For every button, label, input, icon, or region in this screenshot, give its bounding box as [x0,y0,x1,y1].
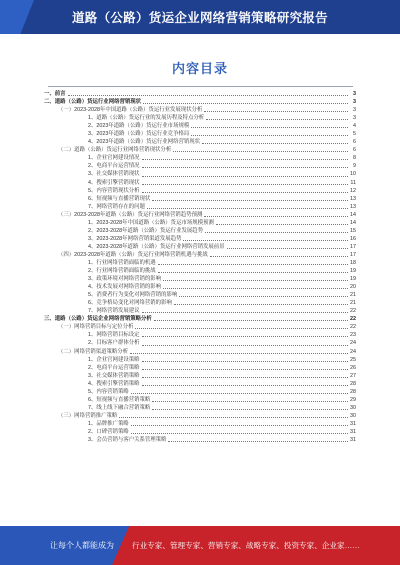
toc-leader-dots [131,392,348,394]
toc-entry-page-number: 17 [350,251,356,258]
toc-leader-dots [142,191,348,193]
toc-entry-title: 7、网络营销存在的问题 [88,203,145,210]
toc-entry-title: 7、线上线下融合营销策略 [88,404,151,411]
toc-entry-page-number: 14 [350,219,356,226]
toc-leader-dots [191,134,348,136]
toc-leader-dots [142,166,348,168]
toc-entry-page-number: 22 [350,324,356,331]
toc-leader-dots [142,335,348,337]
toc-entry-page-number: 22 [350,308,356,315]
toc-entry-page-number: 3 [353,99,356,106]
toc-leader-dots [202,142,348,144]
toc-entry-page-number: 28 [350,380,356,387]
toc-entry-title: 3、社交媒体营销策略 [88,372,140,379]
toc-entry-page-number: 31 [350,428,356,435]
toc-entry[interactable] [44,372,356,380]
toc-leader-dots [163,279,348,281]
toc-leader-dots [227,247,348,249]
toc-leader-dots [68,94,348,96]
toc-leader-dots [142,158,348,160]
toc-entry[interactable] [44,138,356,146]
toc-entry[interactable] [44,187,356,195]
page-footer [0,526,400,565]
table-of-contents [44,90,356,526]
toc-entry[interactable] [44,90,356,98]
toc-entry-title: （二）道路（公路）货运行业网络营销现状分析 [58,147,172,154]
toc-leader-dots [131,424,348,426]
toc-entry[interactable] [44,122,356,130]
toc-entry-title: 一、前言 [44,91,66,98]
toc-entry-page-number: 31 [350,420,356,427]
toc-entry[interactable] [44,323,356,331]
toc-heading: 内容目录 [171,61,228,76]
toc-leader-dots [147,207,348,209]
toc-entry[interactable] [44,348,356,356]
toc-entry-title: 4、搜索引擎营销现状 [88,179,140,186]
toc-entry[interactable] [44,412,356,420]
toc-entry[interactable] [44,162,356,170]
toc-leader-dots [163,287,348,289]
toc-divider [48,86,353,87]
toc-entry[interactable] [44,396,356,404]
toc-entry-title: 1、道路（公路）货运行业的发展历程及特点分析 [88,115,205,122]
toc-entry-title: 6、短视频与直播营销策略 [88,396,151,403]
toc-entry-page-number: 5 [353,131,356,138]
toc-entry-page-number: 6 [353,147,356,154]
toc-entry-page-number: 8 [353,155,356,162]
toc-entry[interactable] [44,275,356,283]
toc-leader-dots [210,255,348,257]
toc-entry-page-number: 20 [350,284,356,291]
toc-entry-page-number: 26 [350,364,356,371]
toc-entry-page-number: 6 [353,139,356,146]
toc-entry-title: 3、会员营销与客户关系管理策略 [88,437,167,444]
toc-leader-dots [179,295,348,297]
toc-entry[interactable] [44,98,356,106]
toc-leader-dots [135,327,348,329]
toc-entry[interactable] [44,219,356,227]
toc-entry[interactable] [44,235,356,243]
toc-leader-dots [173,150,348,152]
toc-entry-title: 5、消费者行为变化对网络营销的影响 [88,292,178,299]
toc-entry-title: 5、内容营销策略 [88,388,129,395]
toc-entry[interactable] [44,364,356,372]
toc-entry-title: 2、2023年道路（公路）货运行业市场规模 [88,123,190,130]
footer-slogan-right: 行业专家、管理专家、营销专家、战略专家、投资专家、企业家…… [132,541,360,550]
toc-entry[interactable] [44,420,356,428]
toc-entry[interactable] [44,195,356,203]
toc-entry-page-number: 4 [353,123,356,130]
toc-entry-title: 4、2023年道路（公路）货运行业网络营销现状 [88,139,201,146]
toc-entry-title: 4、搜索引擎营销策略 [88,380,140,387]
toc-entry-title: 三、道路（公路）货运企业网络营销策略分析 [44,316,152,323]
toc-entry-page-number: 27 [350,372,356,379]
toc-entry-page-number: 25 [350,356,356,363]
toc-entry-page-number: 10 [350,171,356,178]
toc-entry-page-number: 30 [350,412,356,419]
toc-leader-dots [204,215,348,217]
toc-entry-title: 3、2023年道路（公路）货运行业竞争格局 [88,131,190,138]
toc-entry-title: 2、行业网络营销面临的挑战 [88,268,156,275]
toc-entry[interactable] [44,179,356,187]
toc-entry-title: 1、行业网络营销面临的机遇 [88,260,156,266]
toc-entry[interactable] [44,227,356,235]
toc-entry-page-number: 29 [350,396,356,403]
toc-entry-title: 1、品牌推广策略 [88,420,129,427]
footer-slogan-left: 让每个人都能成为 [50,541,114,550]
toc-entry-title: 4、2023-2028年道路（公路）货运行业网络营销发展前景 [88,243,225,250]
toc-entry[interactable] [44,339,356,347]
toc-entry[interactable] [44,331,356,339]
toc-entry-title: 4、技术发展对网络营销的影响 [88,284,162,291]
toc-leader-dots [158,263,348,265]
toc-entry[interactable] [44,267,356,275]
toc-entry[interactable] [44,283,356,291]
toc-leader-dots [131,432,348,434]
toc-leader-dots [205,231,348,233]
toc-entry-title: （三）网络营销推广策略 [58,412,118,419]
toc-entry-page-number: 3 [353,91,356,98]
toc-entry-title: 6、短视频与直播营销现状 [88,195,151,202]
toc-leader-dots [191,126,348,128]
toc-entry-page-number: 3 [353,115,356,122]
toc-leader-dots [142,360,348,362]
toc-entry[interactable] [44,106,356,114]
toc-entry-page-number: 9 [353,163,356,170]
toc-leader-dots [142,344,348,346]
toc-entry-page-number: 28 [350,388,356,395]
toc-entry-page-number: 24 [350,348,356,355]
toc-entry-page-number: 21 [350,292,356,299]
page-header [0,0,400,34]
toc-entry-title: 3、2023-2028年网络营销渠道发展趋势 [88,235,182,242]
toc-entry-title: 2、口碑营销策略 [88,428,129,435]
toc-entry-page-number: 31 [350,437,356,444]
toc-entry[interactable] [44,251,356,259]
toc-entry-title: （一）网络营销目标与定位分析 [58,324,134,331]
toc-leader-dots [152,408,348,410]
toc-leader-dots [119,416,348,418]
toc-entry-title: （三）2023-2028年道路（公路）货运行业网络营销趋势预测 [58,211,203,218]
toc-entry-title: 2、目标客户群体分析 [88,340,140,347]
toc-entry-title: 1、2023-2028年中国道路（公路）货运市场规模预测 [88,219,214,226]
report-title: 道路（公路）货运企业网络营销策略研究报告 [71,11,328,25]
toc-leader-dots [142,311,348,313]
toc-entry-title: 二、道路（公路）货运行业网络营销现状 [44,99,142,106]
toc-entry-page-number: 13 [350,203,356,210]
toc-entry[interactable] [44,130,356,138]
toc-leader-dots [130,352,348,354]
toc-entry[interactable] [44,243,356,251]
toc-entry-page-number: 21 [350,300,356,307]
toc-entry-page-number: 19 [350,276,356,283]
toc-entry-title: 2、电商平台运营情况 [88,163,140,170]
toc-leader-dots [216,223,348,225]
toc-entry[interactable] [44,154,356,162]
toc-entry-title: 1、企业官网建设情况 [88,155,140,162]
toc-entry-page-number: 3 [353,107,356,114]
toc-entry-title: 6、竞争格局变化对网络营销的影响 [88,300,172,307]
toc-leader-dots [143,102,348,104]
toc-entry-page-number: 16 [350,235,356,242]
toc-entry-title: （四）2023-2028年道路（公路）货运行业网络营销机遇与挑战 [58,251,208,258]
toc-entry[interactable] [44,380,356,388]
toc-entry-title: 2、2023-2028年道路（公路）货运行业发展趋势 [88,227,204,234]
toc-leader-dots [206,118,348,120]
toc-entry-page-number: 23 [350,332,356,339]
toc-leader-dots [154,319,348,321]
toc-entry[interactable] [44,291,356,299]
toc-leader-dots [168,440,348,442]
toc-entry-page-number: 12 [350,187,356,194]
toc-leader-dots [152,199,348,201]
toc-entry[interactable] [44,203,356,211]
toc-leader-dots [142,376,348,378]
toc-entry-title: 7、网络营销发展建议 [88,308,140,315]
toc-entry[interactable] [44,388,356,396]
toc-entry-title: 3、社交媒体营销现状 [88,171,140,178]
toc-entry-page-number: 17 [350,243,356,250]
toc-leader-dots [183,239,348,241]
toc-entry[interactable] [44,356,356,364]
toc-leader-dots [174,303,348,305]
toc-entry-page-number: 30 [350,404,356,411]
toc-entry[interactable] [44,299,356,307]
toc-entry[interactable] [44,315,356,323]
toc-entry-title: 1、企业官网建设策略 [88,356,140,363]
toc-leader-dots [142,183,348,185]
toc-entry-page-number: 14 [350,211,356,218]
toc-leader-dots [142,384,348,386]
toc-entry-page-number: 15 [350,227,356,234]
toc-entry-page-number: 18 [350,260,356,266]
toc-entry[interactable] [44,170,356,178]
toc-leader-dots [152,400,348,402]
toc-entry[interactable] [44,428,356,436]
toc-entry-title: （一）2023-2028年中国道路（公路）货运行业发展现状分析 [58,107,203,114]
toc-entry-title: 5、内容营销现状分析 [88,187,140,194]
toc-entry-title: 3、政策环境对网络营销的影响 [88,276,162,283]
toc-leader-dots [142,368,348,370]
toc-entry[interactable] [44,259,356,267]
toc-leader-dots [142,175,348,177]
toc-entry[interactable] [44,211,356,219]
toc-entry-page-number: 13 [350,195,356,202]
toc-entry-title: （二）网络营销渠道策略分析 [58,348,129,355]
toc-entry[interactable] [44,146,356,154]
toc-entry-page-number: 24 [350,340,356,347]
toc-entry-title: 2、电商平台运营策略 [88,364,140,371]
toc-entry-page-number: 19 [350,268,356,275]
toc-entry[interactable] [44,307,356,315]
toc-entry[interactable] [44,436,356,444]
toc-leader-dots [158,271,348,273]
toc-entry-page-number: 11 [350,179,356,186]
toc-entry[interactable] [44,404,356,412]
toc-leader-dots [204,110,348,112]
toc-entry-page-number: 22 [350,316,356,323]
toc-entry-title: 1、网络营销目标设定 [88,332,140,339]
toc-entry[interactable] [44,114,356,122]
